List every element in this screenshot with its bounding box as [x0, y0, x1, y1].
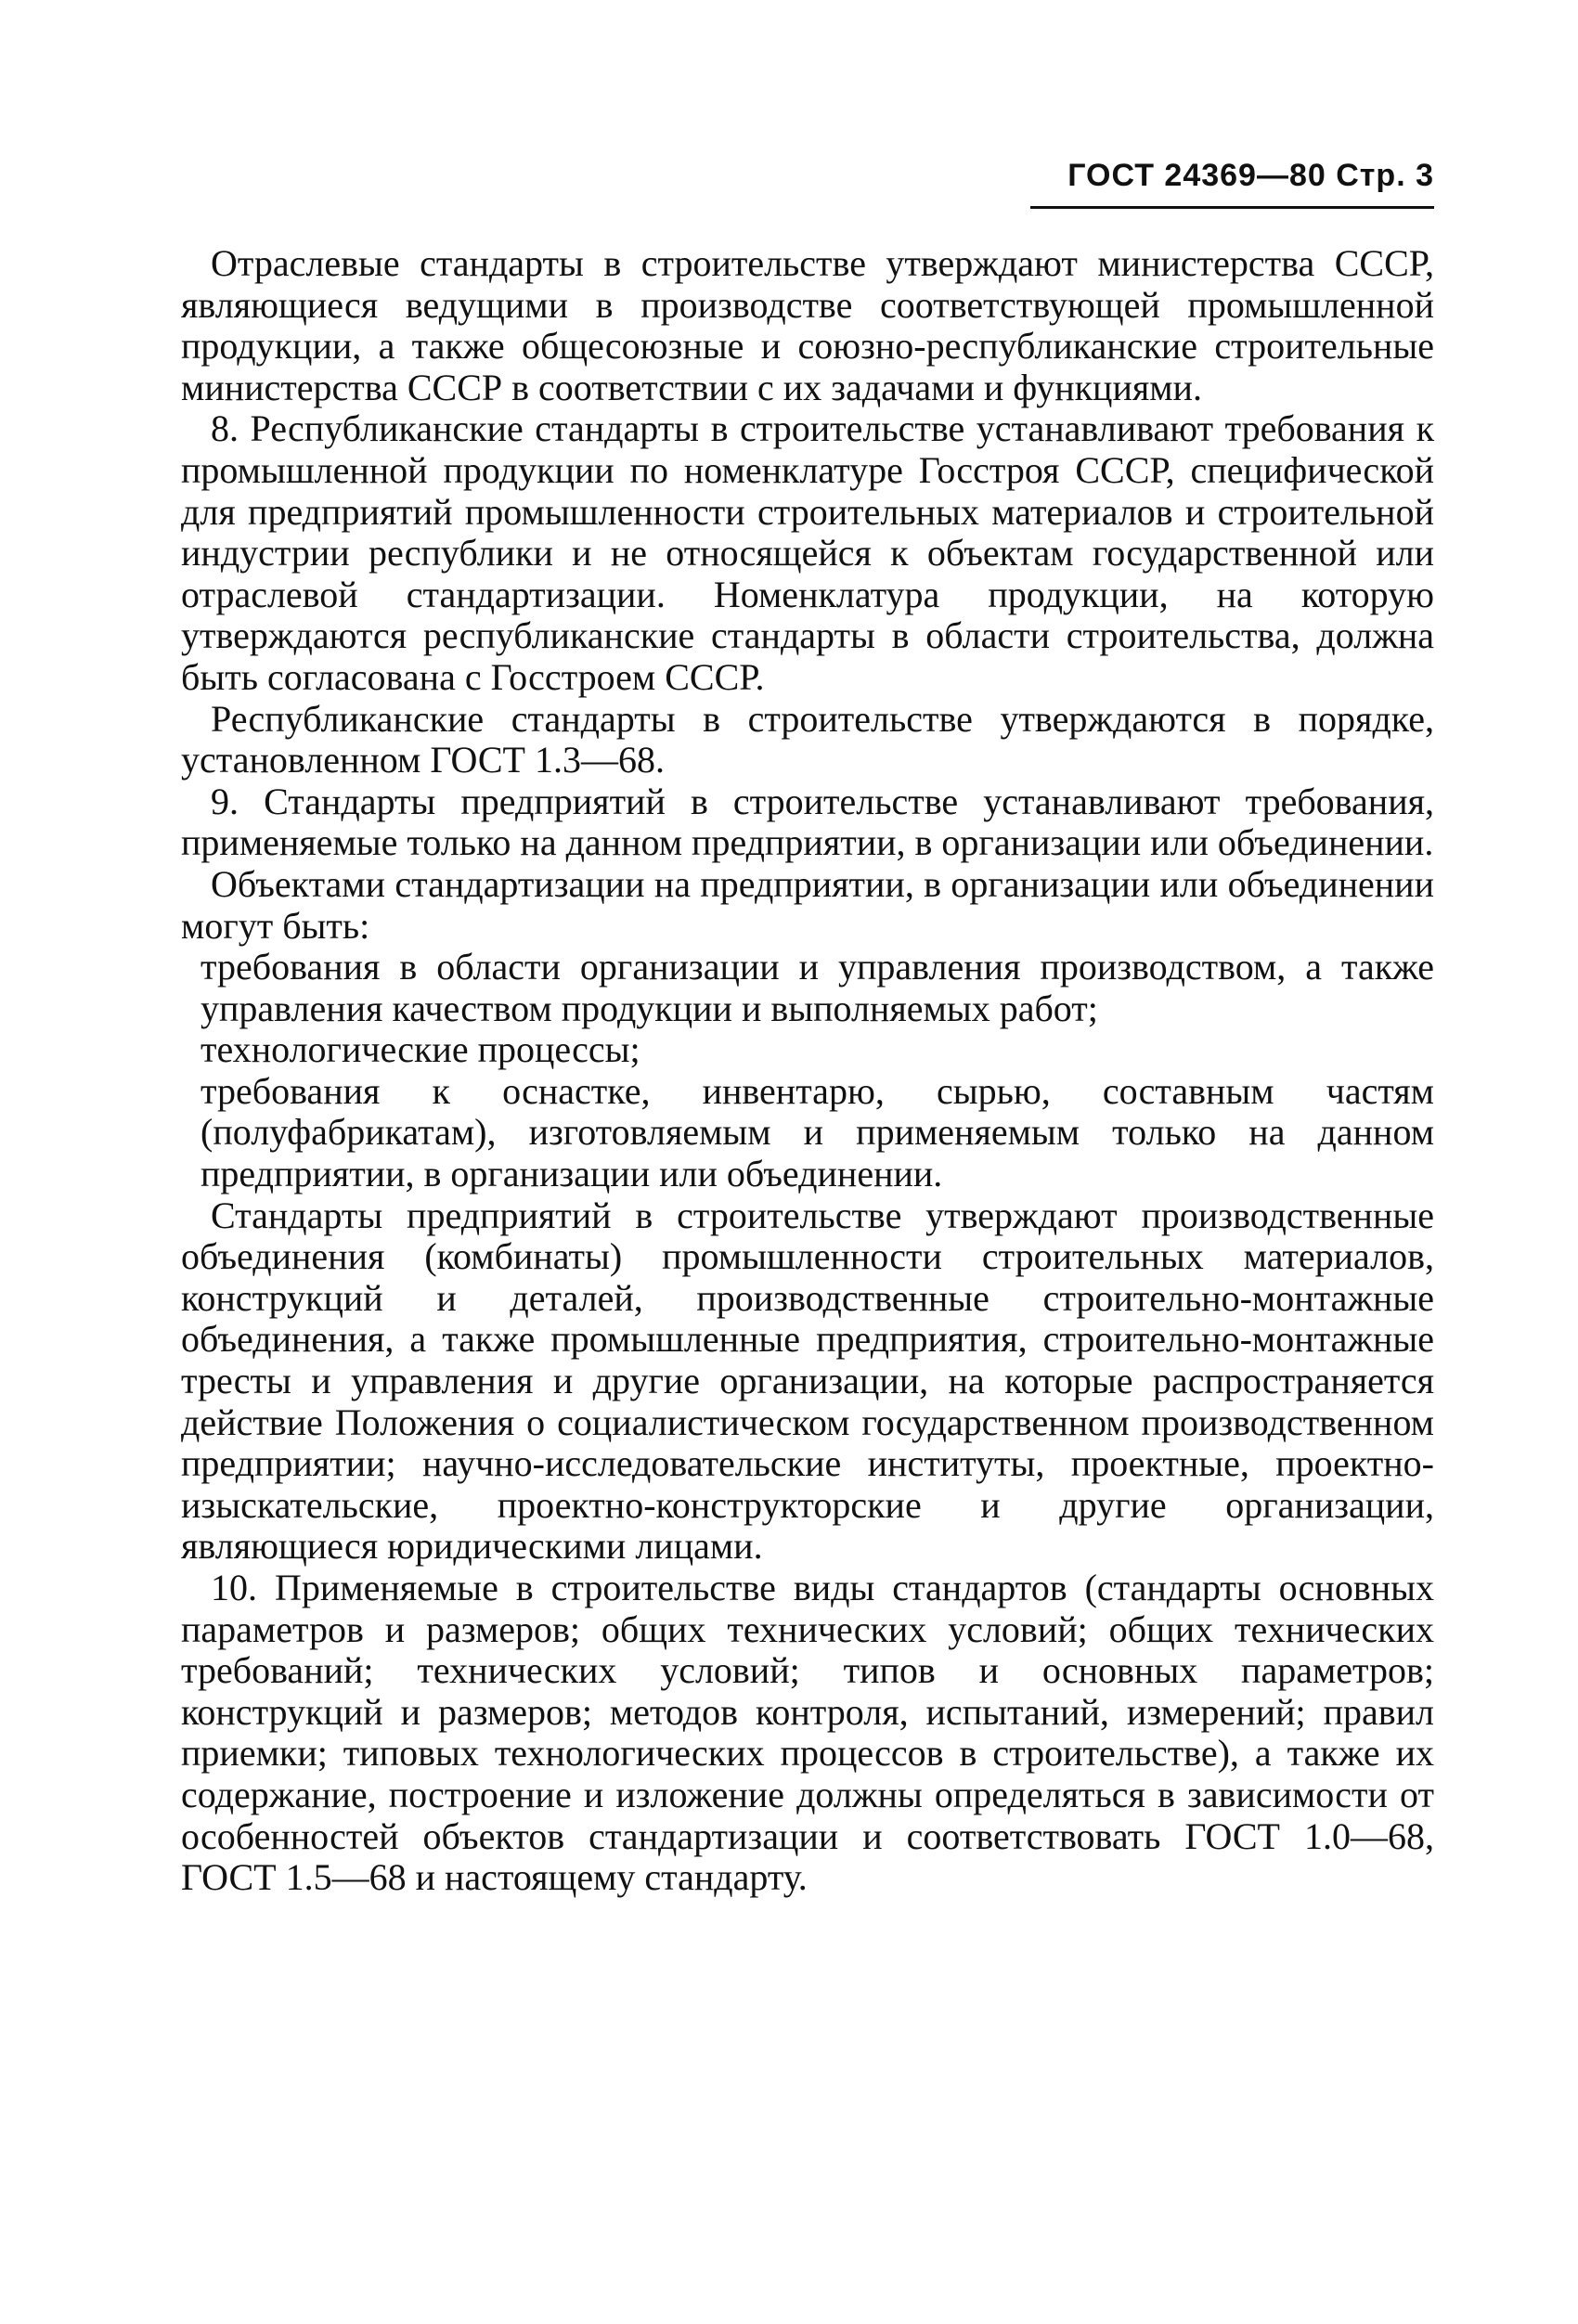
paragraph-item-8: 8. Республиканские стандарты в строительстве устанавливают требования к промышленной продукции по номенклатуре Госстроя СССР, специфической для предприятий промышленности строительных материалов и строительной индустрии республики и не относящейся к объектам государственной или отраслевой стандартизации. Номенклатура продукции, на которую утверждаются республиканские стандарты в области строительства, должна быть согласована с Госстроем СССР.	[181, 407, 1434, 698]
paragraph-republican-approval: Республиканские стандарты в строительстве утверждаются в порядке, установленном ГОСТ 1.3—68.	[181, 697, 1434, 781]
document-body	[181, 243, 1434, 1899]
paragraph-item-9: 9. Стандарты предприятий в строительстве устанавливают требования, применяемые только на данном предприятии, в организации или объединении.	[181, 780, 1434, 864]
page-header: ГОСТ 24369—80 Стр. 3	[1067, 158, 1434, 193]
list-item-processes: технологические процессы;	[200, 1028, 640, 1071]
paragraph-ministries: Отраслевые стандарты в строительстве утверждают министерства СССР, являющиеся ведущими в производстве соответствующей промышленной продукции, а также общесоюзные и союзно-республиканские строительные министерства СССР в соответствии с их задачами и функциями.	[181, 242, 1434, 408]
paragraph-objects: Объектами стандартизации на предприятии, в организации или объединении могут быть:	[181, 862, 1434, 947]
paragraph-item-10: 10. Применяемые в строительстве виды стандартов (стандарты основных параметров и размеров; общих технических условий; общих технических требований; технических условий; типов и основных параметров; конструкций и размеров; методов контроля, испытаний, измерений; правил приемки; типовых технологических процессов в строительстве), а также их содержание, построение и изложение должны определяться в зависимости от особенностей объектов стандартизации и соответствовать ГОСТ 1.0—68, ГОСТ 1.5—68 и настоящему стандарту.	[181, 1567, 1434, 1899]
list-item-equipment: требования к оснастке, инвентарю, сырью, составным частям (полуфабрикатам), изготовляемым и применяемым только на данном предприятии, в организации или объединении.	[200, 1069, 1434, 1195]
header-rule	[1030, 206, 1434, 209]
paragraph-enterprise-approval: Стандарты предприятий в строительстве утверждают производственные объединения (комбинаты) промышленности строительных материалов, конструкций и деталей, производственные строительно-монтажные объединения, а также промышленные предприятия, строительно-монтажные тресты и управления и другие организации, на которые распространяется действие Положения о социалистическом государственном производственном предприятии; научно-исследовательские институты, проектные, проектно-изыскательские, проектно-конструкторские и другие организации, являющиеся юридическими лицами.	[181, 1194, 1434, 1568]
list-item-requirements: требования в области организации и управления производством, а также управления качеством продукции и выполняемых работ;	[200, 946, 1434, 1029]
